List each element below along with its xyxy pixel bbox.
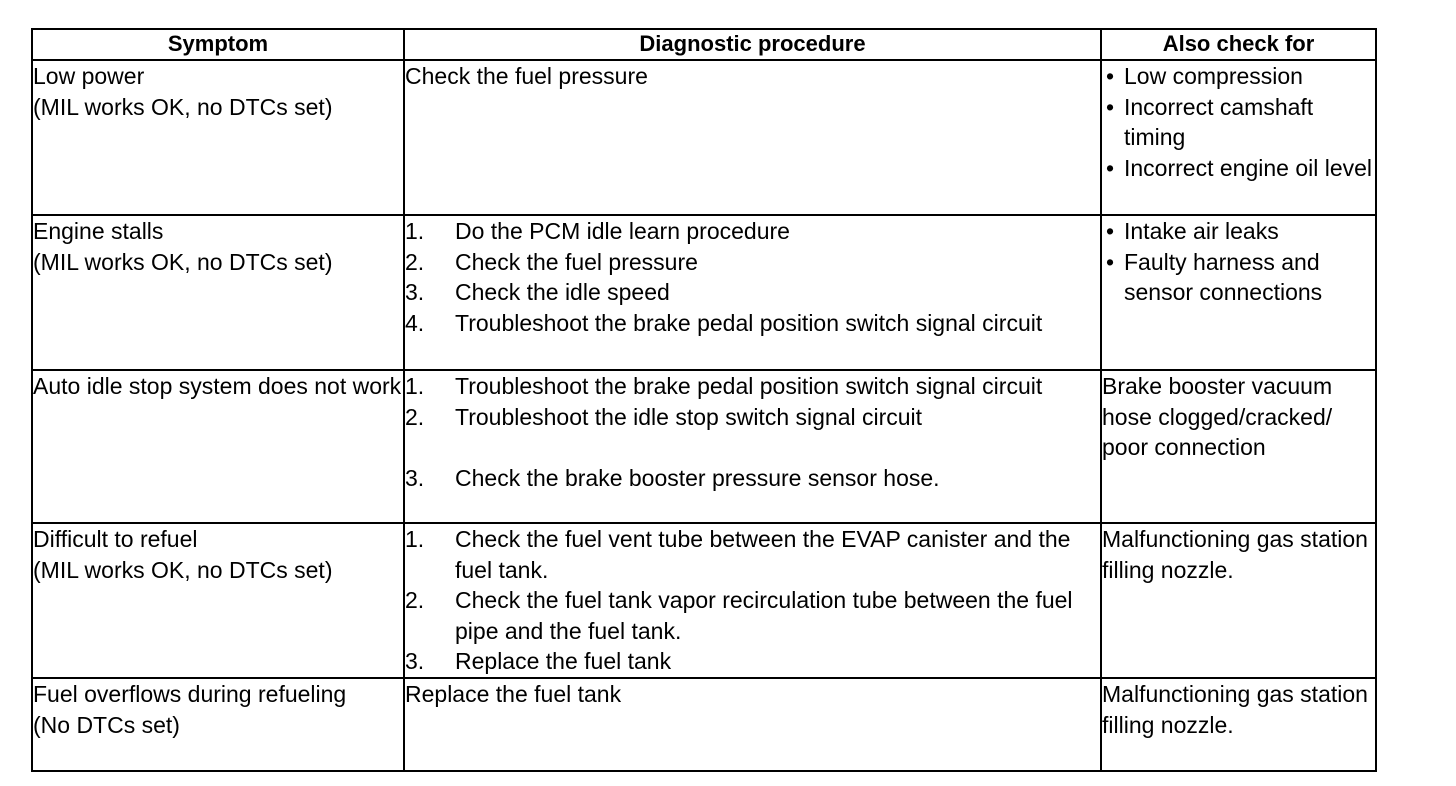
- step-text: Check the fuel vent tube between the EVAP canister and the fuel tank.: [455, 526, 1071, 583]
- bullet-icon: •: [1106, 93, 1115, 120]
- table-row: [32, 60, 1376, 215]
- bullet-text: Faulty harness and sensor connections: [1124, 248, 1323, 305]
- symptom-line: (MIL works OK, no DTCs set): [33, 556, 333, 583]
- also-check-cell: [1101, 370, 1376, 523]
- list-item: [405, 402, 1100, 433]
- procedure-cell: [404, 523, 1101, 678]
- step-text: Check the brake booster pressure sensor hose.: [455, 464, 940, 491]
- step-text: Troubleshoot the brake pedal position switch signal circuit: [455, 309, 1043, 336]
- also-check-list: [1102, 216, 1375, 308]
- list-item: [1102, 61, 1375, 92]
- list-item: [405, 524, 1100, 585]
- step-number: 3.: [405, 279, 425, 305]
- step-text: Check the fuel pressure: [455, 248, 698, 275]
- list-item: [405, 646, 1100, 677]
- procedure-cell: [404, 678, 1101, 771]
- also-check-cell: [1101, 523, 1376, 678]
- header-also-check-for: Also check for: [1101, 29, 1376, 60]
- bullet-icon: •: [1106, 63, 1115, 89]
- list-item: [405, 585, 1100, 646]
- table-row: [32, 215, 1376, 370]
- symptom-line: (MIL works OK, no DTCs set): [33, 248, 333, 275]
- also-check-cell: [1101, 215, 1376, 370]
- procedure-steps: [405, 524, 1100, 677]
- header-row: [32, 29, 1376, 60]
- list-item: [405, 247, 1100, 278]
- table-row: [32, 678, 1376, 771]
- bullet-icon: •: [1106, 154, 1115, 181]
- also-check-list: [1102, 61, 1375, 183]
- procedure-cell: [404, 370, 1101, 523]
- list-item: [1102, 216, 1375, 247]
- bullet-text: Incorrect camshaft timing: [1124, 93, 1314, 150]
- step-text: Check the idle speed: [455, 279, 670, 305]
- step-number: 1.: [405, 373, 425, 399]
- symptom-line: Difficult to refuel: [33, 526, 198, 552]
- symptom-cell: [32, 370, 404, 523]
- symptom-cell: [32, 678, 404, 771]
- symptom-line: Auto idle stop system does not work: [33, 373, 402, 399]
- symptom-line: (MIL works OK, no DTCs set): [33, 93, 333, 120]
- step-text: Check the fuel tank vapor recirculation tube between the fuel pipe and the fuel tank.: [455, 587, 1073, 644]
- also-check-text: Malfunctioning gas station filling nozzle.: [1102, 681, 1368, 738]
- step-number: 1.: [405, 218, 425, 244]
- procedure-text: Replace the fuel tank: [405, 681, 622, 707]
- list-item: [405, 463, 1100, 494]
- header-diagnostic-procedure: Diagnostic procedure: [404, 29, 1101, 60]
- step-text: Replace the fuel tank: [455, 648, 672, 674]
- also-check-text: Brake booster vacuum hose clogged/cracked/ poor connection: [1102, 373, 1333, 460]
- step-text: Do the PCM idle learn procedure: [455, 218, 790, 244]
- step-number: 1.: [405, 526, 425, 552]
- symptom-cell: [32, 60, 404, 215]
- step-number: 2.: [405, 587, 425, 613]
- list-item: [1102, 247, 1375, 308]
- bullet-icon: •: [1106, 248, 1115, 275]
- list-item: [405, 308, 1100, 339]
- bullet-text: Intake air leaks: [1124, 218, 1279, 244]
- bullet-text: Low compression: [1124, 63, 1303, 89]
- list-item: [405, 277, 1100, 308]
- list-item: [1102, 92, 1375, 153]
- step-text: Troubleshoot the idle stop switch signal circuit: [455, 403, 923, 430]
- bullet-icon: •: [1106, 218, 1115, 244]
- step-number: 2.: [405, 403, 425, 430]
- symptom-line: (No DTCs set): [33, 711, 180, 738]
- procedure-cell: [404, 215, 1101, 370]
- table-row: [32, 523, 1376, 678]
- bullet-text: Incorrect engine oil level: [1124, 154, 1373, 181]
- table-row: [32, 370, 1376, 523]
- also-check-cell: [1101, 678, 1376, 771]
- also-check-text: Malfunctioning gas station filling nozzle.: [1102, 526, 1368, 583]
- step-text: Troubleshoot the brake pedal position switch signal circuit: [455, 373, 1043, 399]
- procedure-cell: [404, 60, 1101, 215]
- symptom-cell: [32, 215, 404, 370]
- list-item: [1102, 153, 1375, 184]
- also-check-cell: [1101, 60, 1376, 215]
- symptom-line: Fuel overflows during refueling: [33, 681, 347, 707]
- list-item: [405, 371, 1100, 402]
- step-number: 4.: [405, 309, 425, 336]
- procedure-steps: [405, 216, 1100, 338]
- diagnostic-table: [31, 28, 1377, 772]
- procedure-steps: [405, 371, 1100, 493]
- list-item: [405, 216, 1100, 247]
- step-number: 3.: [405, 464, 425, 491]
- procedure-text: Check the fuel pressure: [405, 63, 648, 89]
- symptom-line: Engine stalls: [33, 218, 164, 244]
- step-number: 3.: [405, 648, 425, 674]
- symptom-line: Low power: [33, 63, 145, 89]
- step-number: 2.: [405, 248, 425, 275]
- symptom-cell: [32, 523, 404, 678]
- header-symptom: Symptom: [32, 29, 404, 60]
